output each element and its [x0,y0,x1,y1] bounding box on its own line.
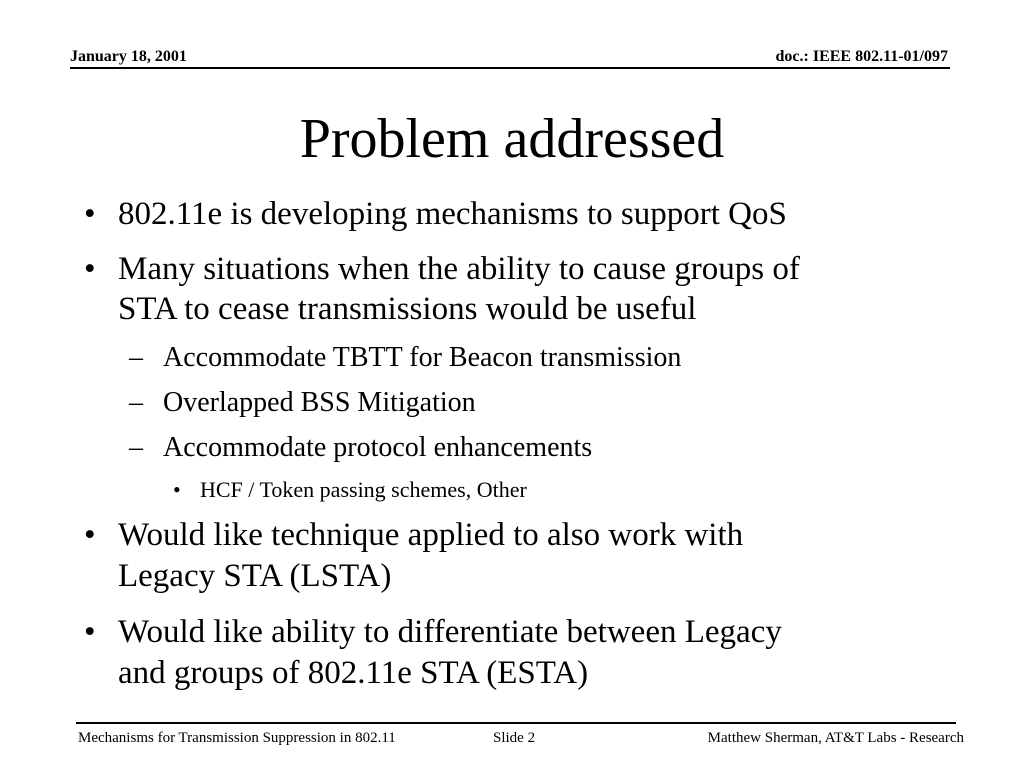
slide-header-date: January 18, 2001 [70,48,187,65]
sub-bullet-marker: – [129,432,143,463]
bullet-text: Many situations when the ability to cause groups of [118,251,800,287]
bullet-text: and groups of 802.11e STA (ESTA) [118,655,589,691]
sub-bullet-text: Accommodate TBTT for Beacon transmission [163,342,682,373]
bullet-marker: • [84,614,96,650]
sub-bullet-text: Accommodate protocol enhancements [163,432,593,463]
bullet-marker: • [84,251,96,287]
bullet-text: Would like ability to differentiate between Legacy [118,614,782,650]
footer-divider [76,722,956,724]
bullet-marker: • [84,196,96,232]
slide-header-doc-id: doc.: IEEE 802.11-01/097 [775,48,948,65]
bullet-text: STA to cease transmissions would be useful [118,291,697,327]
footer-presentation-title: Mechanisms for Transmission Suppression in 802.11 [78,730,396,746]
bullet-marker: • [84,517,96,553]
sub-sub-bullet-text: HCF / Token passing schemes, Other [200,477,527,502]
sub-bullet-marker: – [129,342,143,373]
sub-bullet-marker: – [129,387,143,418]
footer-author: Matthew Sherman, AT&T Labs - Research [707,730,964,746]
slide-title: Problem addressed [299,108,725,170]
bullet-text: Would like technique applied to also work with [118,517,744,553]
sub-sub-bullet-marker: • [173,477,181,502]
sub-bullet-text: Overlapped BSS Mitigation [163,387,476,418]
bullet-text: 802.11e is developing mechanisms to support QoS [118,196,787,232]
bullet-text: Legacy STA (LSTA) [118,558,392,594]
footer-slide-number: Slide 2 [493,730,536,746]
